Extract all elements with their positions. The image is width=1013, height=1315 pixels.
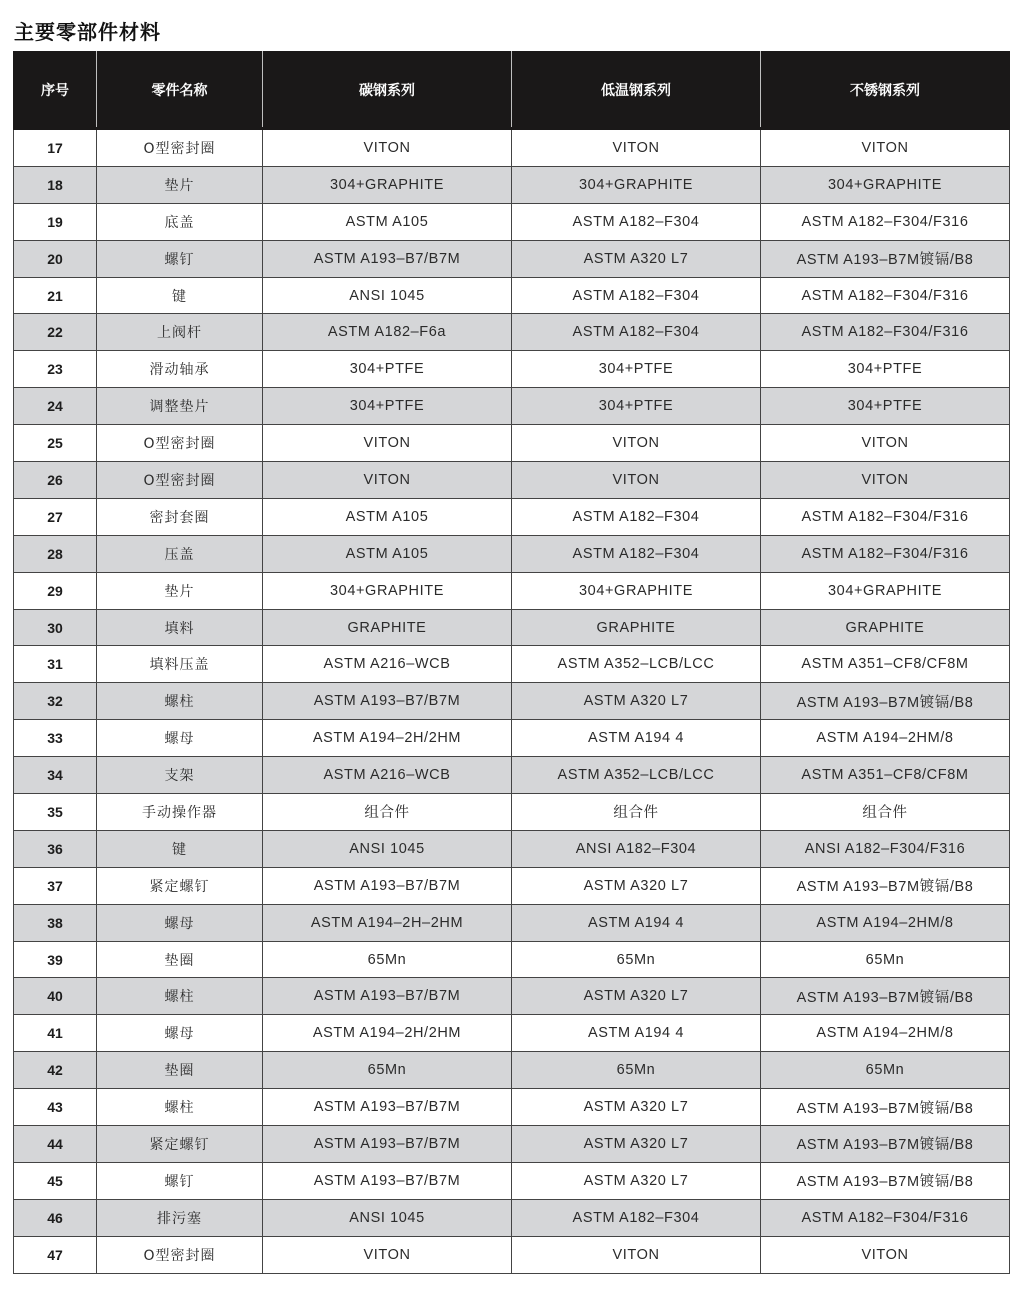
cell-carbon-steel: ANSI 1045	[263, 1199, 512, 1236]
cell-low-temp-steel: ASTM A320 L7	[512, 1162, 761, 1199]
header-part-name: 零件名称	[97, 52, 263, 129]
cell-part-name: 螺母	[97, 1015, 263, 1052]
cell-low-temp-steel: VITON	[512, 129, 761, 167]
cell-carbon-steel: ASTM A105	[263, 535, 512, 572]
cell-low-temp-steel: ASTM A182–F304	[512, 1199, 761, 1236]
cell-no: 35	[14, 794, 97, 831]
cell-stainless-steel: 组合件	[761, 794, 1010, 831]
cell-part-name: O型密封圈	[97, 129, 263, 167]
table-row	[14, 388, 1010, 425]
cell-no: 43	[14, 1089, 97, 1126]
cell-no: 31	[14, 646, 97, 683]
table-row	[14, 462, 1010, 499]
cell-carbon-steel: ASTM A193–B7/B7M	[263, 240, 512, 277]
cell-low-temp-steel: 65Mn	[512, 941, 761, 978]
cell-carbon-steel: ASTM A182–F6a	[263, 314, 512, 351]
cell-part-name: 紧定螺钉	[97, 867, 263, 904]
cell-stainless-steel: 304+GRAPHITE	[761, 572, 1010, 609]
cell-part-name: 键	[97, 830, 263, 867]
header-stainless-steel: 不锈钢系列	[761, 52, 1010, 129]
cell-no: 34	[14, 757, 97, 794]
cell-part-name: 紧定螺钉	[97, 1126, 263, 1163]
cell-low-temp-steel: ASTM A320 L7	[512, 1089, 761, 1126]
cell-stainless-steel: ASTM A194–2HM/8	[761, 1015, 1010, 1052]
cell-no: 18	[14, 166, 97, 203]
cell-stainless-steel: ASTM A182–F304/F316	[761, 535, 1010, 572]
cell-part-name: 压盖	[97, 535, 263, 572]
table-row	[14, 646, 1010, 683]
cell-stainless-steel: VITON	[761, 1236, 1010, 1273]
cell-part-name: 螺钉	[97, 240, 263, 277]
cell-stainless-steel: ASTM A182–F304/F316	[761, 203, 1010, 240]
cell-low-temp-steel: ASTM A320 L7	[512, 1126, 761, 1163]
cell-low-temp-steel: ASTM A182–F304	[512, 314, 761, 351]
table-header	[14, 52, 1010, 129]
table-row	[14, 572, 1010, 609]
cell-carbon-steel: 304+PTFE	[263, 388, 512, 425]
cell-stainless-steel: ASTM A351–CF8/CF8M	[761, 646, 1010, 683]
cell-part-name: 排污塞	[97, 1199, 263, 1236]
cell-stainless-steel: 304+PTFE	[761, 351, 1010, 388]
cell-no: 47	[14, 1236, 97, 1273]
materials-table	[13, 51, 1010, 1274]
cell-carbon-steel: ASTM A193–B7/B7M	[263, 1162, 512, 1199]
cell-no: 28	[14, 535, 97, 572]
cell-no: 33	[14, 720, 97, 757]
cell-stainless-steel: 304+PTFE	[761, 388, 1010, 425]
cell-no: 27	[14, 498, 97, 535]
cell-stainless-steel: ASTM A193–B7M镀镉/B8	[761, 1126, 1010, 1163]
cell-low-temp-steel: ASTM A182–F304	[512, 535, 761, 572]
cell-part-name: 支架	[97, 757, 263, 794]
cell-carbon-steel: VITON	[263, 425, 512, 462]
cell-part-name: 滑动轴承	[97, 351, 263, 388]
cell-part-name: 垫圈	[97, 1052, 263, 1089]
cell-low-temp-steel: 组合件	[512, 794, 761, 831]
cell-low-temp-steel: ANSI A182–F304	[512, 830, 761, 867]
cell-no: 38	[14, 904, 97, 941]
cell-part-name: 螺柱	[97, 683, 263, 720]
cell-part-name: 螺钉	[97, 1162, 263, 1199]
table-row	[14, 166, 1010, 203]
cell-carbon-steel: ASTM A105	[263, 203, 512, 240]
cell-part-name: 螺母	[97, 904, 263, 941]
cell-no: 41	[14, 1015, 97, 1052]
cell-carbon-steel: 65Mn	[263, 1052, 512, 1089]
cell-low-temp-steel: ASTM A320 L7	[512, 978, 761, 1015]
cell-carbon-steel: ASTM A193–B7/B7M	[263, 867, 512, 904]
cell-part-name: 密封套圈	[97, 498, 263, 535]
cell-low-temp-steel: ASTM A182–F304	[512, 203, 761, 240]
table-row	[14, 277, 1010, 314]
table-row	[14, 314, 1010, 351]
table-row	[14, 240, 1010, 277]
cell-part-name: 垫片	[97, 166, 263, 203]
cell-carbon-steel: ASTM A216–WCB	[263, 757, 512, 794]
cell-part-name: 垫片	[97, 572, 263, 609]
cell-low-temp-steel: 304+PTFE	[512, 388, 761, 425]
cell-stainless-steel: ASTM A193–B7M镀镉/B8	[761, 978, 1010, 1015]
table-row	[14, 1162, 1010, 1199]
cell-stainless-steel: ASTM A182–F304/F316	[761, 314, 1010, 351]
cell-no: 45	[14, 1162, 97, 1199]
cell-part-name: 垫圈	[97, 941, 263, 978]
table-row	[14, 1126, 1010, 1163]
cell-part-name: 键	[97, 277, 263, 314]
cell-carbon-steel: ANSI 1045	[263, 277, 512, 314]
table-row	[14, 425, 1010, 462]
cell-low-temp-steel: ASTM A352–LCB/LCC	[512, 646, 761, 683]
cell-carbon-steel: 304+GRAPHITE	[263, 572, 512, 609]
cell-carbon-steel: GRAPHITE	[263, 609, 512, 646]
table-row	[14, 757, 1010, 794]
cell-stainless-steel: ASTM A182–F304/F316	[761, 1199, 1010, 1236]
cell-stainless-steel: 65Mn	[761, 1052, 1010, 1089]
cell-carbon-steel: VITON	[263, 129, 512, 167]
cell-low-temp-steel: 304+GRAPHITE	[512, 166, 761, 203]
table-row	[14, 1015, 1010, 1052]
cell-stainless-steel: 304+GRAPHITE	[761, 166, 1010, 203]
cell-carbon-steel: ASTM A194–2H/2HM	[263, 1015, 512, 1052]
table-row	[14, 830, 1010, 867]
cell-stainless-steel: ASTM A351–CF8/CF8M	[761, 757, 1010, 794]
cell-stainless-steel: ASTM A182–F304/F316	[761, 498, 1010, 535]
cell-low-temp-steel: GRAPHITE	[512, 609, 761, 646]
cell-low-temp-steel: VITON	[512, 425, 761, 462]
cell-low-temp-steel: ASTM A194 4	[512, 1015, 761, 1052]
cell-low-temp-steel: 304+PTFE	[512, 351, 761, 388]
page-title: 主要零部件材料	[14, 20, 161, 44]
cell-carbon-steel: 65Mn	[263, 941, 512, 978]
cell-carbon-steel: ASTM A193–B7/B7M	[263, 1089, 512, 1126]
cell-low-temp-steel: ASTM A194 4	[512, 720, 761, 757]
cell-low-temp-steel: 65Mn	[512, 1052, 761, 1089]
cell-no: 46	[14, 1199, 97, 1236]
cell-carbon-steel: VITON	[263, 462, 512, 499]
cell-no: 44	[14, 1126, 97, 1163]
table-row	[14, 904, 1010, 941]
table-row	[14, 1089, 1010, 1126]
table-row	[14, 941, 1010, 978]
cell-no: 24	[14, 388, 97, 425]
table-row	[14, 535, 1010, 572]
table-row	[14, 1236, 1010, 1273]
cell-carbon-steel: ASTM A193–B7/B7M	[263, 1126, 512, 1163]
cell-part-name: 螺母	[97, 720, 263, 757]
cell-no: 25	[14, 425, 97, 462]
cell-stainless-steel: 65Mn	[761, 941, 1010, 978]
cell-part-name: 上阀杆	[97, 314, 263, 351]
cell-low-temp-steel: 304+GRAPHITE	[512, 572, 761, 609]
cell-no: 39	[14, 941, 97, 978]
cell-carbon-steel: ASTM A105	[263, 498, 512, 535]
cell-low-temp-steel: ASTM A320 L7	[512, 867, 761, 904]
cell-low-temp-steel: ASTM A320 L7	[512, 683, 761, 720]
table-row	[14, 498, 1010, 535]
cell-stainless-steel: ASTM A194–2HM/8	[761, 904, 1010, 941]
cell-part-name: 螺柱	[97, 1089, 263, 1126]
cell-carbon-steel: ASTM A193–B7/B7M	[263, 683, 512, 720]
header-row	[14, 52, 1010, 129]
cell-no: 23	[14, 351, 97, 388]
table-row	[14, 794, 1010, 831]
header-carbon-steel: 碳钢系列	[263, 52, 512, 129]
cell-stainless-steel: VITON	[761, 462, 1010, 499]
cell-no: 21	[14, 277, 97, 314]
cell-stainless-steel: ASTM A193–B7M镀镉/B8	[761, 1089, 1010, 1126]
cell-part-name: 调整垫片	[97, 388, 263, 425]
table-row	[14, 720, 1010, 757]
table-row	[14, 683, 1010, 720]
cell-no: 20	[14, 240, 97, 277]
cell-low-temp-steel: ASTM A194 4	[512, 904, 761, 941]
cell-no: 19	[14, 203, 97, 240]
table-body	[14, 129, 1010, 1274]
cell-no: 17	[14, 129, 97, 167]
cell-part-name: O型密封圈	[97, 1236, 263, 1273]
cell-no: 26	[14, 462, 97, 499]
cell-no: 30	[14, 609, 97, 646]
cell-part-name: 手动操作器	[97, 794, 263, 831]
cell-no: 36	[14, 830, 97, 867]
cell-no: 42	[14, 1052, 97, 1089]
cell-stainless-steel: VITON	[761, 129, 1010, 167]
cell-carbon-steel: VITON	[263, 1236, 512, 1273]
cell-part-name: 螺柱	[97, 978, 263, 1015]
cell-low-temp-steel: ASTM A320 L7	[512, 240, 761, 277]
cell-stainless-steel: ASTM A193–B7M镀镉/B8	[761, 240, 1010, 277]
table-row	[14, 129, 1010, 167]
cell-carbon-steel: 组合件	[263, 794, 512, 831]
cell-no: 40	[14, 978, 97, 1015]
cell-part-name: O型密封圈	[97, 425, 263, 462]
cell-carbon-steel: ASTM A193–B7/B7M	[263, 978, 512, 1015]
cell-stainless-steel: ASTM A193–B7M镀镉/B8	[761, 867, 1010, 904]
table-row	[14, 203, 1010, 240]
cell-no: 22	[14, 314, 97, 351]
header-no: 序号	[14, 52, 97, 129]
cell-carbon-steel: ASTM A216–WCB	[263, 646, 512, 683]
table-row	[14, 609, 1010, 646]
table-row	[14, 1199, 1010, 1236]
cell-low-temp-steel: VITON	[512, 1236, 761, 1273]
cell-low-temp-steel: VITON	[512, 462, 761, 499]
cell-part-name: 底盖	[97, 203, 263, 240]
cell-low-temp-steel: ASTM A182–F304	[512, 498, 761, 535]
table-row	[14, 867, 1010, 904]
cell-carbon-steel: 304+PTFE	[263, 351, 512, 388]
cell-low-temp-steel: ASTM A352–LCB/LCC	[512, 757, 761, 794]
table-row	[14, 351, 1010, 388]
cell-carbon-steel: 304+GRAPHITE	[263, 166, 512, 203]
cell-stainless-steel: ASTM A194–2HM/8	[761, 720, 1010, 757]
cell-stainless-steel: VITON	[761, 425, 1010, 462]
cell-no: 32	[14, 683, 97, 720]
cell-stainless-steel: ASTM A193–B7M镀镉/B8	[761, 1162, 1010, 1199]
table-row	[14, 978, 1010, 1015]
cell-stainless-steel: ASTM A182–F304/F316	[761, 277, 1010, 314]
cell-part-name: 填料	[97, 609, 263, 646]
header-low-temp-steel: 低温钢系列	[512, 52, 761, 129]
cell-no: 29	[14, 572, 97, 609]
cell-part-name: O型密封圈	[97, 462, 263, 499]
table-row	[14, 1052, 1010, 1089]
cell-carbon-steel: ASTM A194–2H–2HM	[263, 904, 512, 941]
cell-no: 37	[14, 867, 97, 904]
cell-carbon-steel: ANSI 1045	[263, 830, 512, 867]
cell-low-temp-steel: ASTM A182–F304	[512, 277, 761, 314]
cell-stainless-steel: GRAPHITE	[761, 609, 1010, 646]
cell-carbon-steel: ASTM A194–2H/2HM	[263, 720, 512, 757]
cell-stainless-steel: ANSI A182–F304/F316	[761, 830, 1010, 867]
cell-part-name: 填料压盖	[97, 646, 263, 683]
cell-stainless-steel: ASTM A193–B7M镀镉/B8	[761, 683, 1010, 720]
